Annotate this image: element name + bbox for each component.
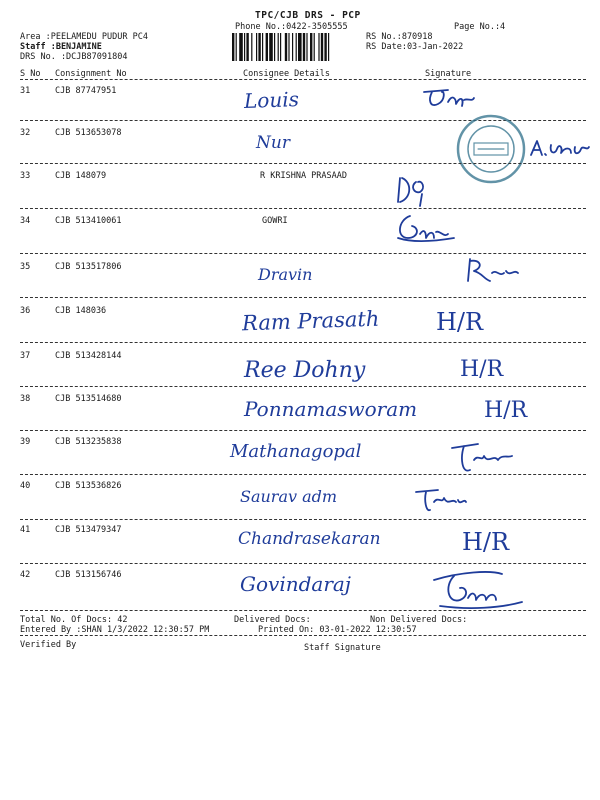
page-number: Page No.:4 [454,22,506,32]
barcode-bar [296,33,297,61]
row-sno: 33 [20,171,31,181]
signature-42 [430,566,530,612]
barcode-bar [306,33,307,61]
row-consignee-printed: GOWRI [262,216,288,226]
row-consignment: CJB 513428144 [55,351,122,361]
row-divider [20,563,586,564]
col-header-signature: Signature [425,69,472,79]
footer-divider [20,635,586,636]
row-sno: 34 [20,216,31,226]
barcode-bar [239,33,243,61]
rs-date: RS Date:03-Jan-2022 [366,42,464,52]
row-divider [20,386,586,387]
rs-number: RS No.:870918 [366,32,433,42]
row-divider [20,163,586,164]
barcode-bar [251,33,252,61]
row-consignment: CJB 513514680 [55,394,122,404]
entered-by: Entered By :SHAN 1/3/2022 12:30:57 PM [20,625,210,635]
row-sno: 31 [20,86,31,96]
row-signature-text: H/R [460,357,504,382]
barcode-bar [244,33,245,61]
signature-40 [412,484,472,518]
row-sno: 39 [20,437,31,447]
barcode-bar [314,33,315,61]
signature-32 [527,135,593,161]
row-divider [20,519,586,520]
row-divider [20,430,586,431]
barcode-bar [266,33,268,61]
row-consignee-handwritten: Chandrasekaran [238,529,381,549]
row-sno: 42 [20,570,31,580]
row-consignee-handwritten: Mathanagopal [230,441,362,462]
barcode-bar [292,33,293,61]
row-divider [20,474,586,475]
row-sno: 37 [20,351,31,361]
barcode-bar [298,33,302,61]
row-consignment: CJB 513410061 [55,216,122,226]
row-consignee-handwritten: Govindaraj [240,572,352,596]
row-divider [20,342,586,343]
barcode-bar [288,33,289,61]
row-consignment: CJB 148036 [55,306,107,316]
row-divider [20,253,586,254]
barcode-bar [269,33,273,61]
barcode-bar [280,33,281,61]
row-divider [20,208,586,209]
delivery-stamp [452,112,530,186]
row-consignment: CJB 513235838 [55,437,122,447]
row-divider [20,610,586,611]
row-consignee-handwritten: Ram Prasath [241,306,380,336]
barcode-bar [262,33,263,61]
row-sno: 40 [20,481,31,491]
document-title: TPC/CJB DRS - PCP [255,10,361,21]
row-consignee-handwritten: Louis [243,87,300,113]
barcode-bar [256,33,257,61]
header-divider [20,79,586,80]
col-header-sno: S No [20,69,41,79]
barcode-bar [285,33,287,61]
barcode-bar [321,33,323,61]
barcode-bar [278,33,279,61]
staff-signature-label: Staff Signature [304,643,381,653]
barcode-bar [303,33,305,61]
area-label: Area :PEELAMEDU PUDUR PC4 [20,32,148,42]
col-header-consignee: Consignee Details [243,69,330,79]
barcode-bar [318,33,319,61]
signature-33 [392,172,440,208]
row-consignee-handwritten: Ree Dohny [244,358,366,383]
row-sno: 38 [20,394,31,404]
row-consignment: CJB 513653078 [55,128,122,138]
staff-label: Staff :BENJAMINE [20,42,102,52]
signature-31 [418,82,498,116]
barcode [232,33,360,61]
row-consignee-handwritten: Dravin [258,265,313,284]
row-consignee-printed: R KRISHNA PRASAAD [260,171,347,181]
row-consignee-handwritten: Ponnamasworam [244,397,418,421]
row-consignment: CJB 148079 [55,171,107,181]
row-sno: 32 [20,128,31,138]
row-signature-text: H/R [462,528,510,556]
barcode-bar [258,33,260,61]
row-divider [20,297,586,298]
non-delivered-docs: Non Delivered Docs: [370,615,468,625]
total-docs: Total No. Of Docs: 42 [20,615,128,625]
row-consignee-handwritten: Nur [256,133,290,153]
delivered-docs: Delivered Docs: [234,615,311,625]
row-consignee-handwritten: Saurav adm [240,487,338,506]
phone-number: Phone No.:0422-3505555 [235,22,348,32]
barcode-bar [324,33,326,61]
verified-by: Verified By [20,640,77,650]
row-consignment: CJB 513517806 [55,262,122,272]
row-sno: 41 [20,525,31,535]
printed-on: Printed On: 03-01-2022 12:30:57 [258,625,417,635]
barcode-bar [236,33,237,61]
row-consignment: CJB 87747951 [55,86,117,96]
row-sno: 35 [20,262,31,272]
row-signature-text: H/R [484,398,528,423]
row-signature-text: H/R [436,308,484,336]
barcode-graphic [232,33,360,61]
drs-number: DRS No. :DCJB87091804 [20,52,128,62]
row-sno: 36 [20,306,31,316]
barcode-bar [274,33,275,61]
col-header-consignment: Consignment No [55,69,127,79]
row-consignment: CJB 513479347 [55,525,122,535]
barcode-bar [246,33,248,61]
barcode-bar [310,33,312,61]
barcode-bar [232,33,234,61]
row-consignment: CJB 513536826 [55,481,122,491]
signature-34 [390,208,460,248]
signature-35 [462,255,522,287]
row-consignment: CJB 513156746 [55,570,122,580]
barcode-bar [328,33,329,61]
